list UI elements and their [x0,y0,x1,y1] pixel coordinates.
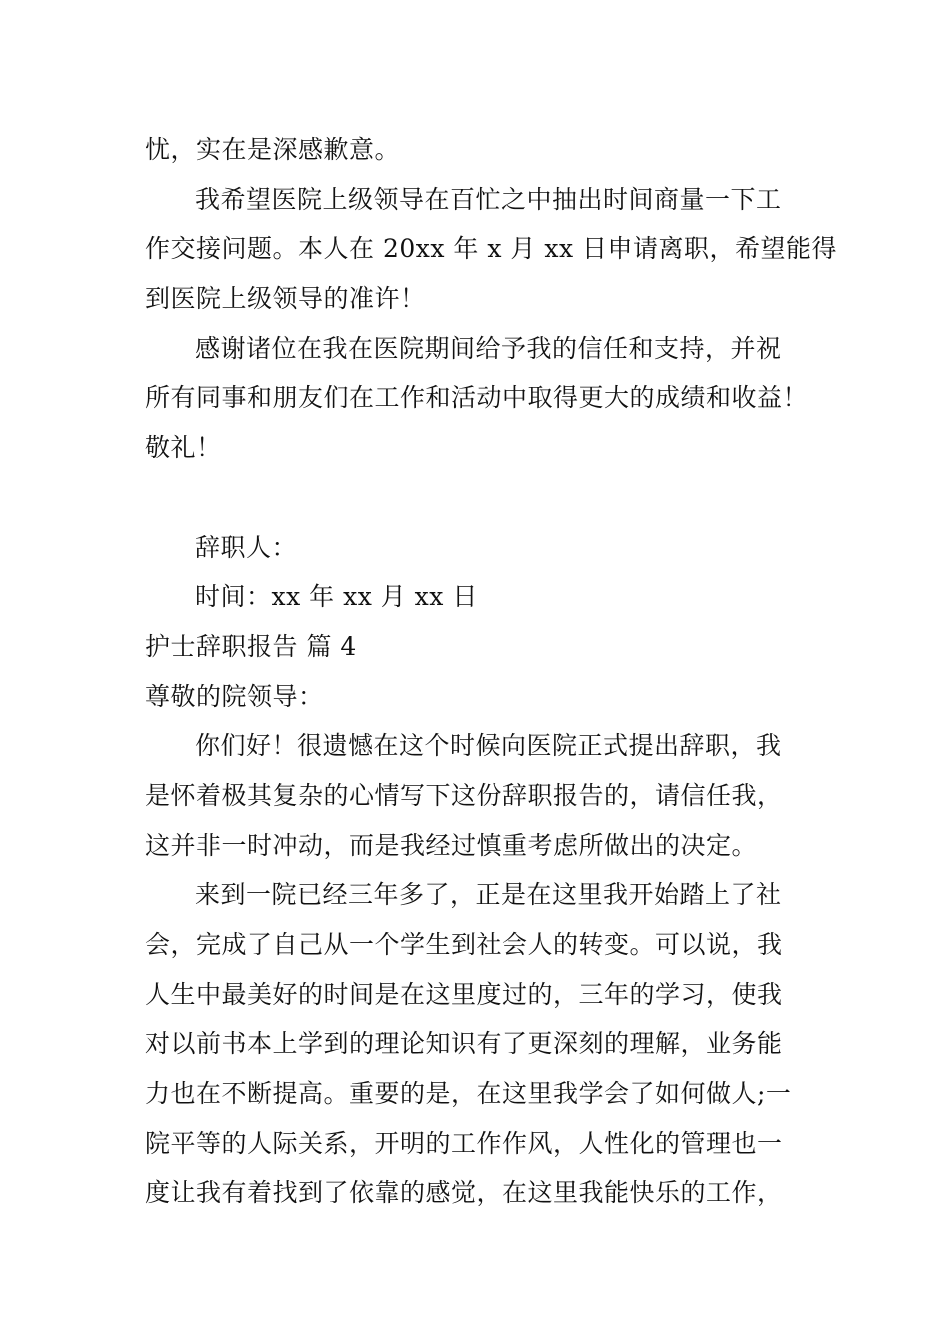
text-line: 会，完成了自己从一个学生到社会人的转变。可以说，我 [145,930,783,959]
paragraph-line: 感谢诸位在我在医院期间给予我的信任和支持，并祝 [195,334,782,363]
paragraph-line: 来到一院已经三年多了，正是在这里我开始踏上了社 [195,880,782,909]
text-line: 院平等的人际关系，开明的工作作风，人性化的管理也一 [145,1129,783,1158]
text-line: 作交接问题。本人在 20xx 年 x 月 xx 日申请离职，希望能得 [145,234,837,263]
text-line: 所有同事和朋友们在工作和活动中取得更大的成绩和收益！ [145,383,809,412]
salutation: 尊敬的院领导： [145,682,324,711]
text-line: 是怀着极其复杂的心情写下这份辞职报告的，请信任我， [145,781,783,810]
text-line: 力也在不断提高。重要的是，在这里我学会了如何做人;一 [145,1079,792,1108]
text-line: 忧，实在是深感歉意。 [145,135,401,164]
text-line: 度让我有着找到了依靠的感觉，在这里我能快乐的工作， [145,1178,783,1207]
text-line: 到医院上级领导的准许！ [145,284,426,313]
paragraph-line: 我希望医院上级领导在百忙之中抽出时间商量一下工 [195,185,782,214]
date-line: 时间：xx 年 xx 月 xx 日 [195,582,478,611]
resigner-label: 辞职人： [195,533,298,562]
text-line: 对以前书本上学到的理论知识有了更深刻的理解，业务能 [145,1029,783,1058]
text-line: 这并非一时冲动，而是我经过慎重考虑所做出的决定。 [145,831,758,860]
paragraph-line: 你们好！很遗憾在这个时候向医院正式提出辞职，我 [195,731,782,760]
text-line: 人生中最美好的时间是在这里度过的，三年的学习，使我 [145,980,783,1009]
closing-salutation: 敬礼！ [145,433,222,462]
section-heading: 护士辞职报告 篇 4 [145,632,357,661]
